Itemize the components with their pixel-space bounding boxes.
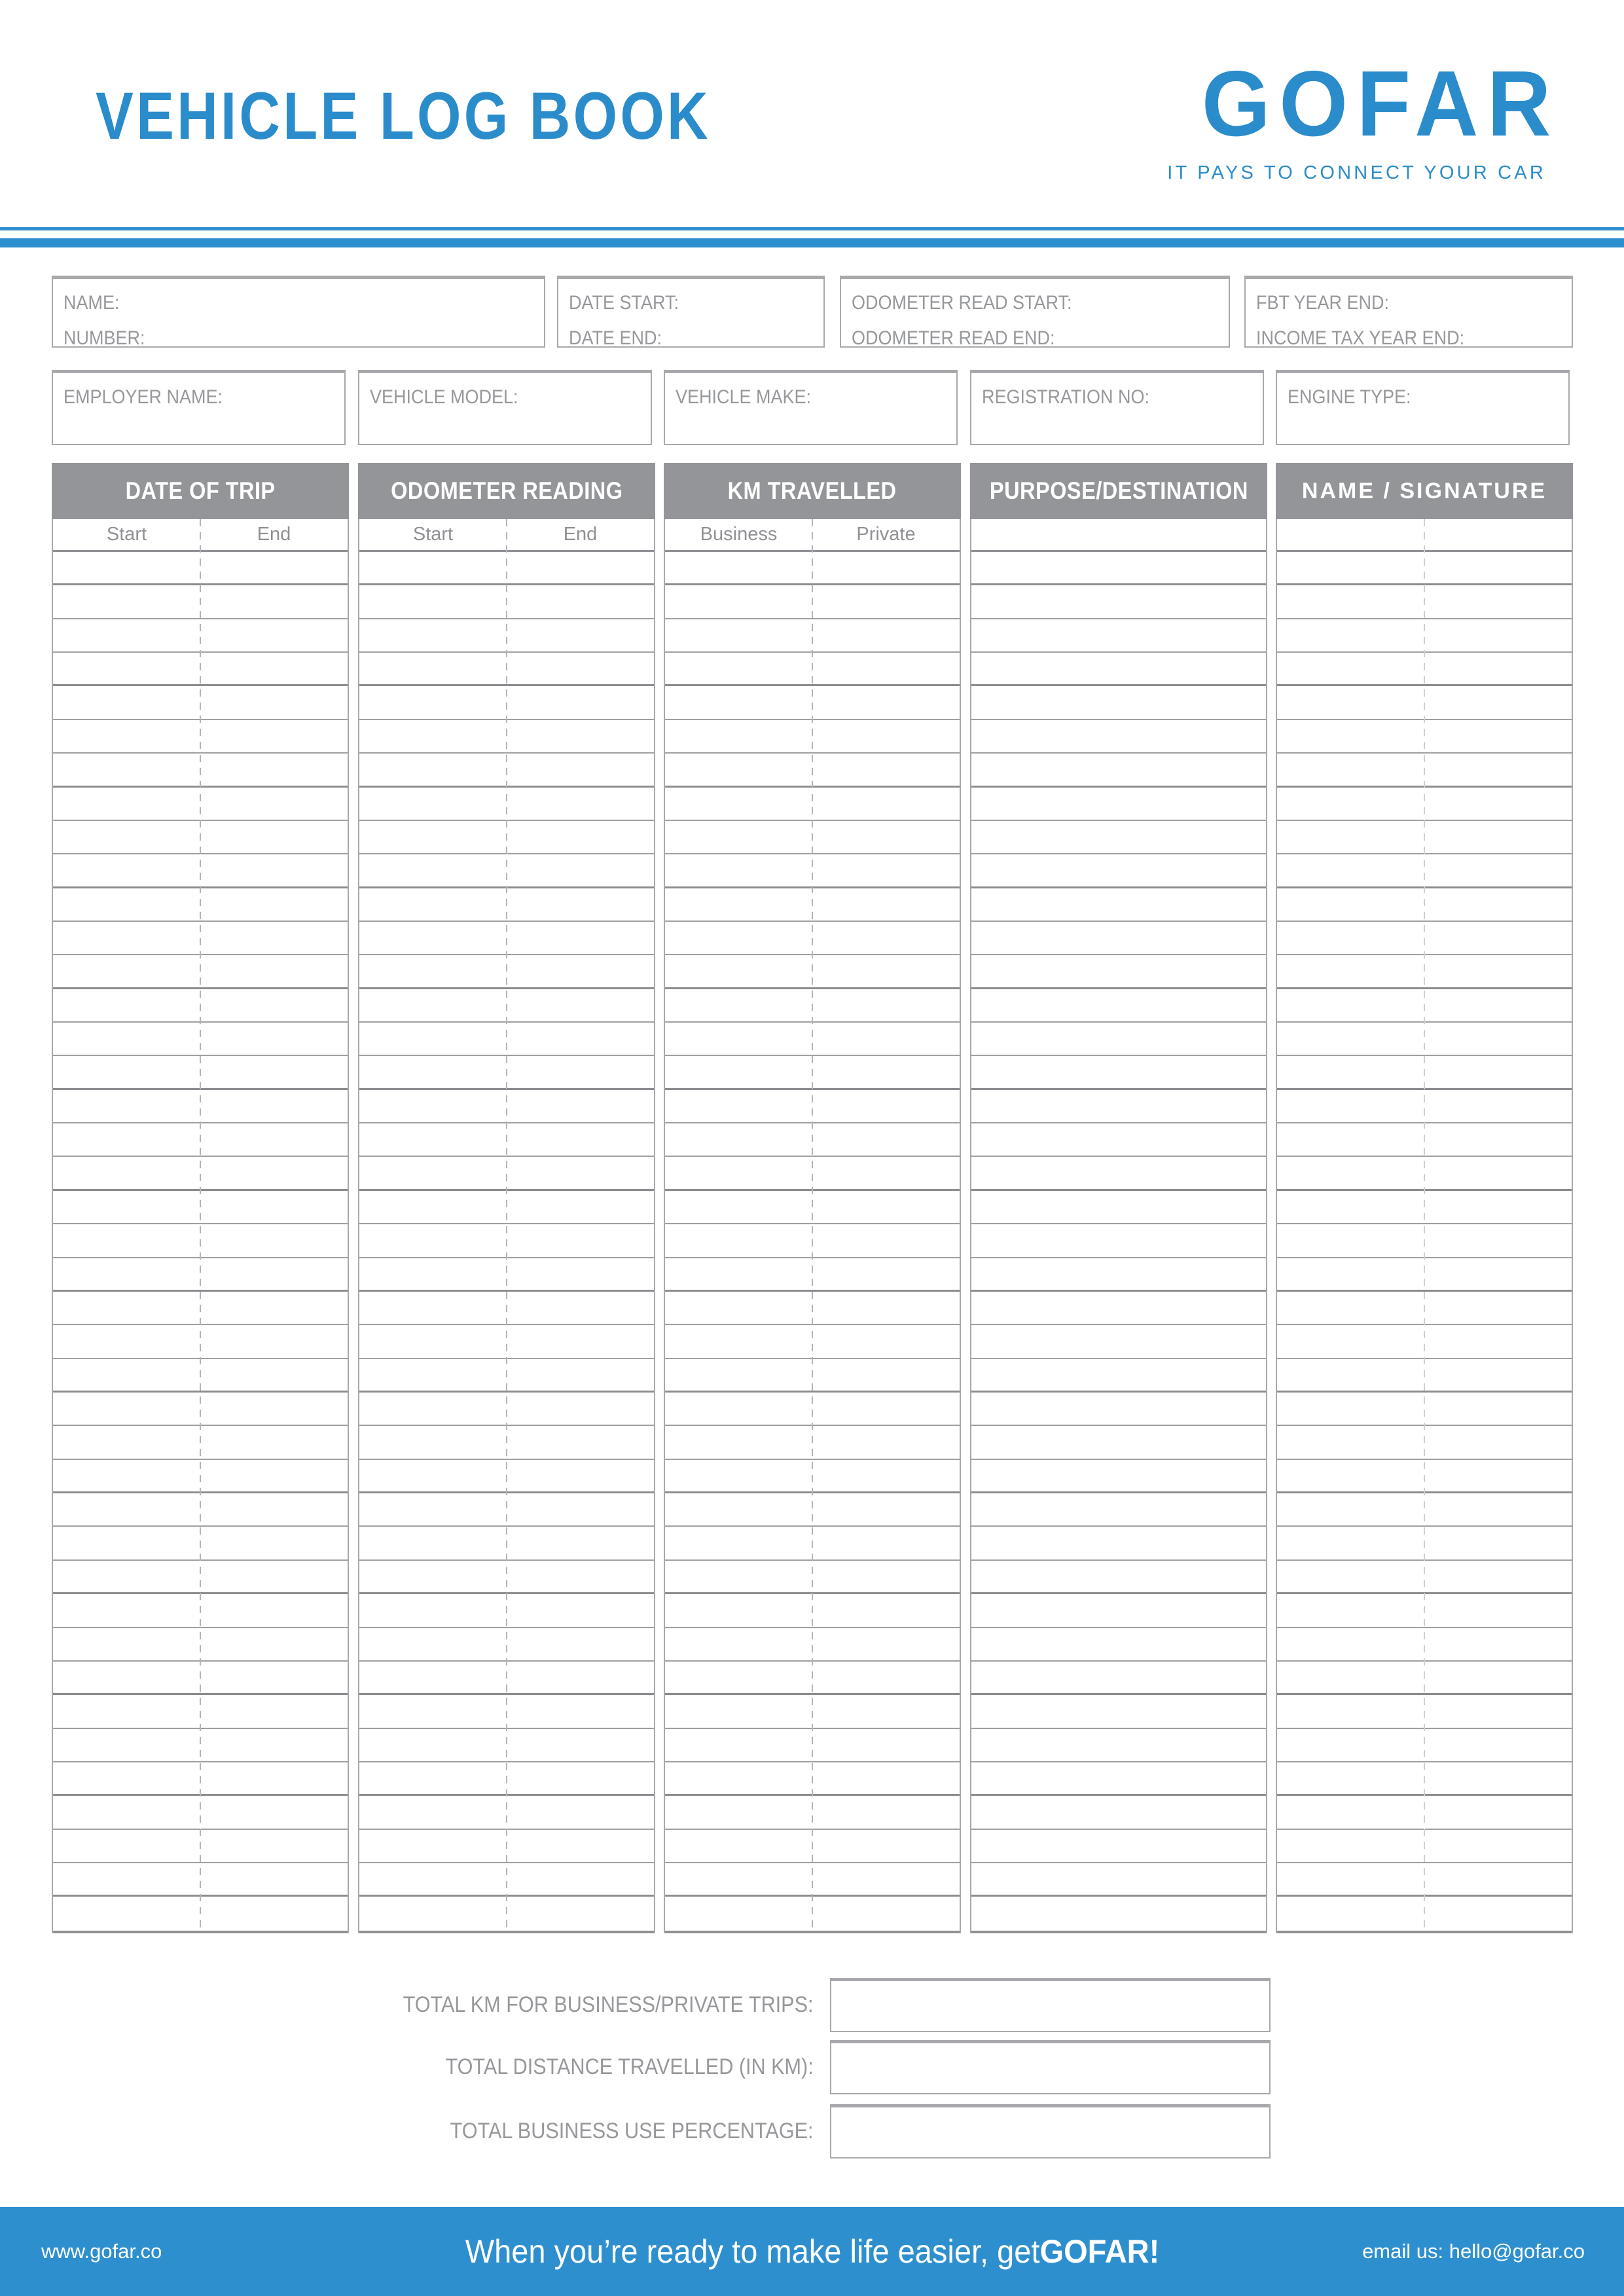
subcolumn-divider: [1424, 519, 1425, 1931]
field-engine-type[interactable]: [1276, 370, 1570, 445]
table-row[interactable]: [971, 989, 1266, 1023]
column-group-purpose-destination: [970, 463, 1267, 1933]
table-row[interactable]: [971, 1762, 1266, 1796]
table-row[interactable]: [971, 1393, 1266, 1426]
table-row[interactable]: [971, 1056, 1266, 1089]
column-header-km-travelled: KM TRAVELLED: [664, 463, 961, 519]
column-header-purpose-destination: PURPOSE/DESTINATION: [970, 463, 1267, 519]
total-business-use-percentage-box[interactable]: [830, 2104, 1271, 2159]
table-row[interactable]: [971, 955, 1266, 989]
field-odometer-read[interactable]: [840, 276, 1230, 348]
logo-tagline: IT PAYS TO CONNECT YOUR CAR: [1167, 162, 1546, 183]
gofar-logo: GOFAR: [1202, 52, 1561, 156]
footer-website-link[interactable]: www.gofar.co: [41, 2240, 162, 2263]
column-body-purpose-destination: [971, 552, 1266, 1933]
footer-email-link[interactable]: email us: hello@gofar.co: [1362, 2240, 1585, 2263]
field-name-number[interactable]: [52, 276, 545, 348]
table-row[interactable]: [971, 1796, 1266, 1829]
field-vehicle-make[interactable]: [664, 370, 958, 445]
table-row[interactable]: [971, 653, 1266, 686]
table-row[interactable]: [971, 888, 1266, 922]
subcolumn-label-private: Private: [856, 524, 916, 545]
column-group-odometer-reading: [358, 463, 655, 1933]
subcolumn-divider: [812, 519, 813, 1931]
date-end-label: DATE END:: [569, 327, 662, 349]
table-row[interactable]: [971, 1729, 1266, 1762]
table-row[interactable]: [971, 1662, 1266, 1695]
table-row[interactable]: [971, 821, 1266, 854]
vehicle-make-label: VEHICLE MAKE:: [676, 386, 812, 408]
table-row[interactable]: [971, 1863, 1266, 1897]
name-label: NAME:: [63, 292, 120, 314]
employer-name-label: EMPLOYER NAME:: [63, 386, 223, 408]
total-distance-travelled-box[interactable]: [830, 2040, 1271, 2094]
table-row[interactable]: [971, 1695, 1266, 1728]
header-rule-thin: [0, 227, 1624, 230]
odometer-read-end-label: ODOMETER READ END:: [852, 327, 1055, 349]
table-row[interactable]: [971, 686, 1266, 720]
column-header-name-signature: NAME / SIGNATURE: [1276, 463, 1573, 519]
subcolumn-label-start: Start: [412, 524, 454, 545]
table-row[interactable]: [971, 1830, 1266, 1863]
field-date-start-end[interactable]: [557, 276, 825, 348]
table-row[interactable]: [971, 552, 1266, 585]
subcolumn-label-end: End: [563, 524, 598, 545]
table-row[interactable]: [971, 1527, 1266, 1560]
total-km-business-private-box[interactable]: [830, 1978, 1271, 2032]
table-row[interactable]: [971, 1292, 1266, 1325]
subcolumn-divider: [506, 519, 507, 1931]
total-distance-travelled-row: [0, 2040, 1271, 2094]
subcolumn-label-end: End: [257, 524, 291, 545]
footer-message: When you’re ready to make life easier, get GOFAR !: [465, 2233, 1159, 2270]
number-label: NUMBER:: [63, 327, 145, 349]
page-title: VEHICLE LOG BOOK: [96, 79, 711, 153]
table-row[interactable]: [971, 1224, 1266, 1258]
table-row[interactable]: [971, 1359, 1266, 1393]
field-year-end[interactable]: [1244, 276, 1573, 348]
column-group-name-signature: [1276, 463, 1573, 1933]
field-employer-name[interactable]: [52, 370, 346, 445]
registration-no-label: REGISTRATION NO:: [982, 386, 1150, 408]
table-row[interactable]: [971, 1023, 1266, 1056]
field-registration-no[interactable]: [970, 370, 1264, 445]
table-row[interactable]: [971, 619, 1266, 653]
table-row[interactable]: [971, 1493, 1266, 1527]
total-km-business-private-row: [0, 1978, 1271, 2032]
total-business-use-percentage-row: [0, 2104, 1271, 2159]
table-row[interactable]: [971, 1460, 1266, 1493]
table-row[interactable]: [971, 922, 1266, 955]
table-row[interactable]: [971, 1090, 1266, 1123]
odometer-read-start-label: ODOMETER READ START:: [852, 292, 1072, 314]
table-row[interactable]: [971, 1561, 1266, 1594]
vehicle-model-label: VEHICLE MODEL:: [370, 386, 518, 408]
column-group-km-travelled: [664, 463, 961, 1933]
footer-bar: [0, 2207, 1624, 2296]
subcolumn-divider: [200, 519, 201, 1931]
engine-type-label: ENGINE TYPE:: [1288, 386, 1411, 408]
column-group-date-of-trip: [52, 463, 349, 1933]
field-vehicle-model[interactable]: [358, 370, 652, 445]
fbt-year-end-label: FBT YEAR END:: [1256, 292, 1390, 314]
table-row[interactable]: [971, 1897, 1266, 1930]
total-business-use-percentage-label: TOTAL BUSINESS USE PERCENTAGE:: [450, 2119, 814, 2143]
total-distance-travelled-label: TOTAL DISTANCE TRAVELLED (IN KM):: [445, 2054, 814, 2079]
subcolumn-label-start: Start: [106, 524, 147, 545]
table-row[interactable]: [971, 788, 1266, 821]
table-row[interactable]: [971, 1258, 1266, 1292]
table-row[interactable]: [971, 1426, 1266, 1459]
date-start-label: DATE START:: [569, 292, 679, 314]
total-km-business-private-label: TOTAL KM FOR BUSINESS/PRIVATE TRIPS:: [403, 1992, 814, 2017]
table-row[interactable]: [971, 720, 1266, 754]
table-row[interactable]: [971, 754, 1266, 787]
income-tax-year-end-label: INCOME TAX YEAR END:: [1256, 327, 1465, 349]
table-row[interactable]: [971, 1628, 1266, 1662]
subheader-row: [971, 519, 1266, 552]
table-row[interactable]: [971, 1325, 1266, 1358]
footer-brand: GOFAR: [1039, 2233, 1149, 2270]
table-row[interactable]: [971, 1594, 1266, 1628]
subcolumn-label-business: Business: [700, 524, 778, 545]
column-header-odometer-reading: ODOMETER READING: [358, 463, 655, 519]
column-header-date-of-trip: DATE OF TRIP: [52, 463, 349, 519]
header-rule-thick: [0, 238, 1624, 247]
table-row[interactable]: [971, 854, 1266, 888]
table-row[interactable]: [971, 1157, 1266, 1190]
table-row[interactable]: [971, 1123, 1266, 1157]
table-row[interactable]: [971, 1191, 1266, 1224]
table-row[interactable]: [971, 585, 1266, 619]
